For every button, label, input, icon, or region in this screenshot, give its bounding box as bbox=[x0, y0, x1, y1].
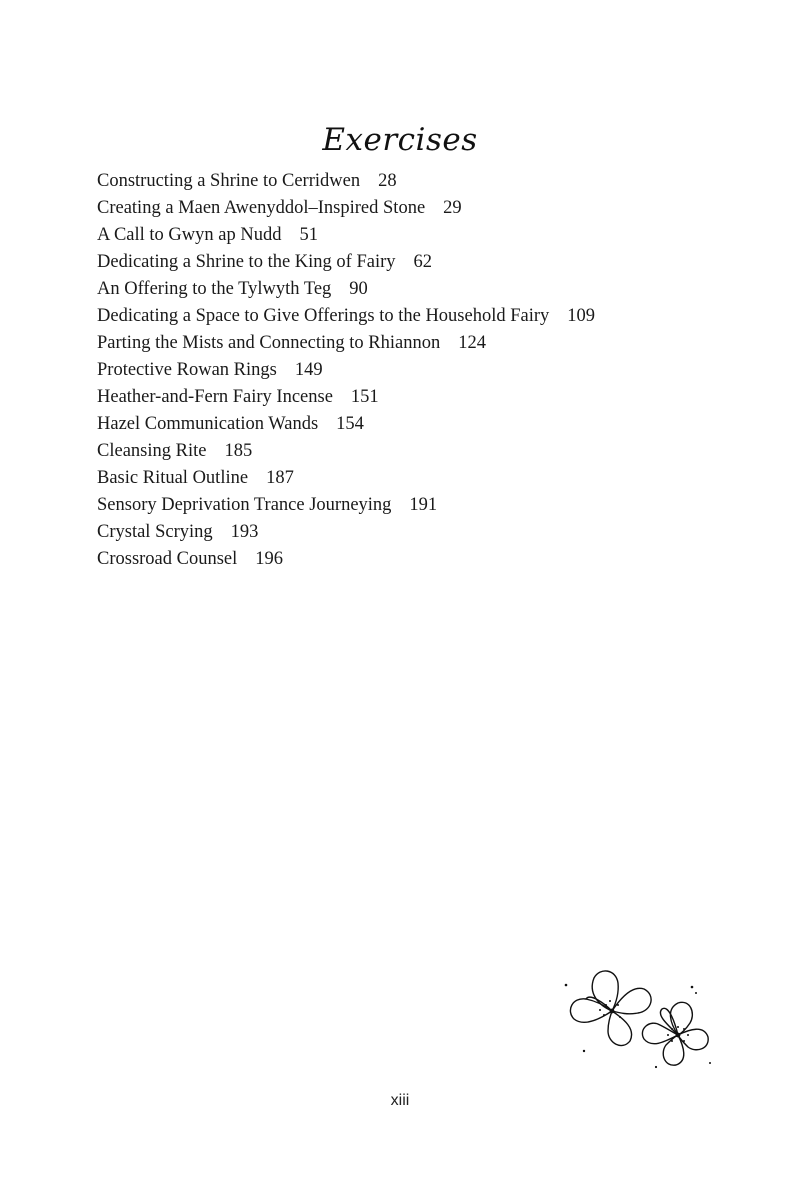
entry-title: Heather-and-Fern Fairy Incense bbox=[97, 387, 333, 407]
list-item bbox=[97, 168, 595, 195]
entry-title: Crossroad Counsel bbox=[97, 549, 238, 569]
entry-page-number: 124 bbox=[458, 333, 487, 353]
list-item bbox=[97, 546, 595, 573]
entry-page-number: 187 bbox=[266, 468, 294, 488]
entry-page-number: 151 bbox=[350, 387, 379, 407]
entry-page-number: 196 bbox=[255, 549, 284, 569]
entry-page-number: 149 bbox=[294, 360, 323, 380]
entry-title: Protective Rowan Rings bbox=[97, 360, 277, 380]
list-item bbox=[97, 249, 595, 276]
list-item bbox=[97, 411, 595, 438]
page-title: Exercises bbox=[322, 122, 478, 158]
entry-title: Dedicating a Shrine to the King of Fairy bbox=[97, 252, 396, 272]
entry-page-number: 193 bbox=[230, 522, 259, 542]
entry-title: An Offering to the Tylwyth Teg bbox=[97, 279, 332, 299]
entry-page-number: 191 bbox=[409, 495, 438, 515]
list-item bbox=[97, 357, 595, 384]
entry-page-number: 154 bbox=[336, 414, 364, 434]
flower-blossoms-icon bbox=[560, 963, 715, 1073]
entry-title: Parting the Mists and Connecting to Rhiannon bbox=[97, 333, 441, 353]
list-item bbox=[97, 438, 595, 465]
entry-title: Crystal Scrying bbox=[97, 522, 213, 542]
blossom-left bbox=[570, 971, 651, 1046]
entry-title: Creating a Maen Awenyddol–Inspired Stone bbox=[97, 198, 426, 218]
list-item bbox=[97, 465, 595, 492]
entry-title: A Call to Gwyn ap Nudd bbox=[97, 225, 282, 245]
list-item bbox=[97, 492, 595, 519]
entry-page-number: 109 bbox=[567, 306, 596, 326]
entry-title: Dedicating a Space to Give Offerings to the Household Fairy bbox=[97, 306, 550, 326]
list-item bbox=[97, 195, 595, 222]
entry-title: Sensory Deprivation Trance Journeying bbox=[97, 495, 392, 515]
list-item bbox=[97, 330, 595, 357]
entry-page-number: 185 bbox=[224, 441, 253, 461]
entry-title: Constructing a Shrine to Cerridwen bbox=[97, 171, 361, 191]
entry-page-number: 29 bbox=[443, 198, 462, 218]
entry-title: Basic Ritual Outline bbox=[97, 468, 249, 488]
list-item bbox=[97, 519, 595, 546]
list-item bbox=[97, 384, 595, 411]
entry-title: Cleansing Rite bbox=[97, 441, 207, 461]
list-item bbox=[97, 276, 595, 303]
list-item bbox=[97, 222, 595, 249]
entry-page-number: 90 bbox=[349, 279, 368, 299]
blossom-right bbox=[642, 1002, 708, 1065]
entry-title: Hazel Communication Wands bbox=[97, 414, 319, 434]
entry-page-number: 62 bbox=[413, 252, 433, 272]
list-item bbox=[97, 303, 595, 330]
exercise-list bbox=[97, 168, 595, 573]
entry-page-number: 28 bbox=[378, 171, 397, 191]
page-number: xiii bbox=[390, 1092, 410, 1109]
entry-page-number: 51 bbox=[299, 225, 318, 245]
